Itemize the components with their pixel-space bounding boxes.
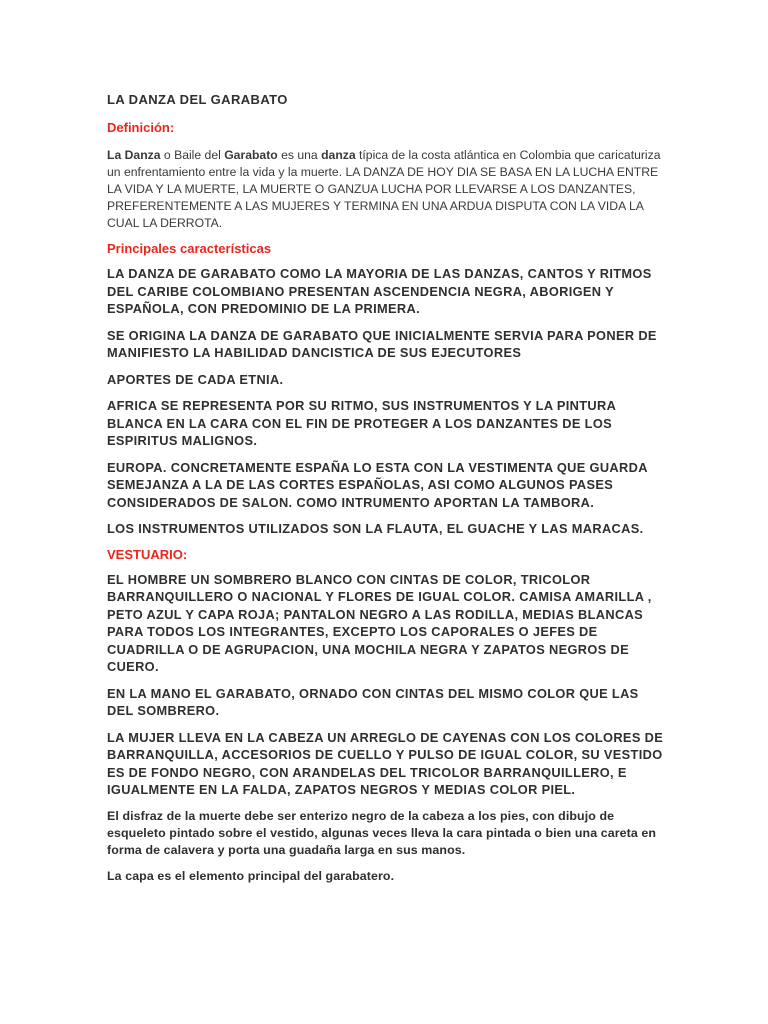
definicion-text-3: típica de la costa atlántica en Colombia que caricaturiza un enfrentamiento entre la vida y la muerte. LA DANZA DE HOY DIA SE BASA EN LA LUCHA ENTRE LA VIDA Y LA MUERTE, LA MUERTE O GANZUA LUCHA POR LLEVARSE A LOS DANZANTES, PREFERENTEMENTE A LAS MUJERES Y TERMINA EN UNA ARDUA DISPUTA CON LA VIDA LA CUAL LA DERROTA. (107, 148, 661, 230)
vestuario-paragraph: EN LA MANO EL GARABATO, ORNADO CON CINTAS DEL MISMO COLOR QUE LAS DEL SOMBRERO. (107, 685, 639, 718)
vestuario-paragraph: LA MUJER LLEVA EN LA CABEZA UN ARREGLO DE CAYENAS CON LOS COLORES DE BARRANQUILLA, ACCESORIOS DE CUELLO Y PULSO DE IGUAL COLOR, SU VESTIDO ES DE FONDO NEGRO, CON ARANDELAS DEL TRICOLOR BARRANQUILLERO, E IGUALMENTE EN LA FALDA, ZAPATOS NEGROS Y MEDIAS COLOR PIEL. (107, 729, 664, 797)
caracteristicas-paragraph: APORTES DE CADA ETNIA. (107, 371, 284, 387)
caracteristicas-paragraph: EUROPA. CONCRETAMENTE ESPAÑA LO ESTA CON LA VESTIMENTA QUE GUARDA SEMEJANZA A LA DE LAS CORTES ESPAÑOLAS, ASI COMO ALGUNOS PASES CONSIDERADOS DE SALON. COMO INTRUMENTO APORTAN LA TAMBORA. (107, 459, 648, 510)
definicion-bold-2: Garabato (224, 148, 278, 162)
definicion-heading: Definición: (107, 120, 175, 135)
vestuario-heading: VESTUARIO: (107, 546, 188, 562)
caracteristicas-paragraph: AFRICA SE REPRESENTA POR SU RITMO, SUS INSTRUMENTOS Y LA PINTURA BLANCA EN LA CARA CON EL FIN DE PROTEGER A LOS DANZANTES DE LOS ESPIRITUS MALIGNOS. (107, 398, 616, 448)
definicion-bold-3: danza (321, 148, 356, 162)
vestuario-paragraph: EL HOMBRE UN SOMBRERO BLANCO CON CINTAS DE COLOR, TRICOLOR BARRANQUILLERO O NACIONAL Y FLORES DE IGUAL COLOR. CAMISA AMARILLA , PETO AZUL Y CAPA ROJA; PANTALON NEGRO A LAS RODILLA, MEDIAS BLANCAS PARA TODOS LOS INTEGRANTES, EXCEPTO LOS CAPORALES O JEFES DE CUADRILLA O DE AGRUPACION, UNA MOCHILA NEGRA Y ZAPATOS NEGROS DE CUERO. (107, 571, 652, 674)
definicion-text-2: es una (277, 148, 322, 162)
document-content (107, 92, 667, 885)
closing-paragraph: La capa es el elemento principal del garabatero. (107, 868, 395, 883)
definicion-paragraph (107, 147, 667, 232)
closing-paragraph: El disfraz de la muerte debe ser enterizo negro de la cabeza a los pies, con dibujo de esqueleto pintado sobre el vestido, algunas veces lleva la cara pintada o bien una careta en forma de calavera y porta una guadaña larga en sus manos. (107, 808, 657, 857)
definicion-bold-1: La Danza (107, 148, 161, 162)
caracteristicas-paragraph: LOS INSTRUMENTOS UTILIZADOS SON LA FLAUTA, EL GUACHE Y LAS MARACAS. (107, 521, 644, 536)
definicion-text-1: o Baile del (160, 148, 225, 162)
document-title: LA DANZA DEL GARABATO (107, 92, 288, 107)
caracteristicas-paragraph: SE ORIGINA LA DANZA DE GARABATO QUE INICIALMENTE SERVIA PARA PONER DE MANIFIESTO LA HABILIDAD DANCISTICA DE SUS EJECUTORES (107, 327, 657, 360)
caracteristicas-heading: Principales características (107, 241, 272, 256)
caracteristicas-paragraph: LA DANZA DE GARABATO COMO LA MAYORIA DE LAS DANZAS, CANTOS Y RITMOS DEL CARIBE COLOMBIANO PRESENTAN ASCENDENCIA NEGRA, ABORIGEN Y ESPAÑOLA, CON PREDOMINIO DE LA PRIMERA. (107, 266, 652, 316)
